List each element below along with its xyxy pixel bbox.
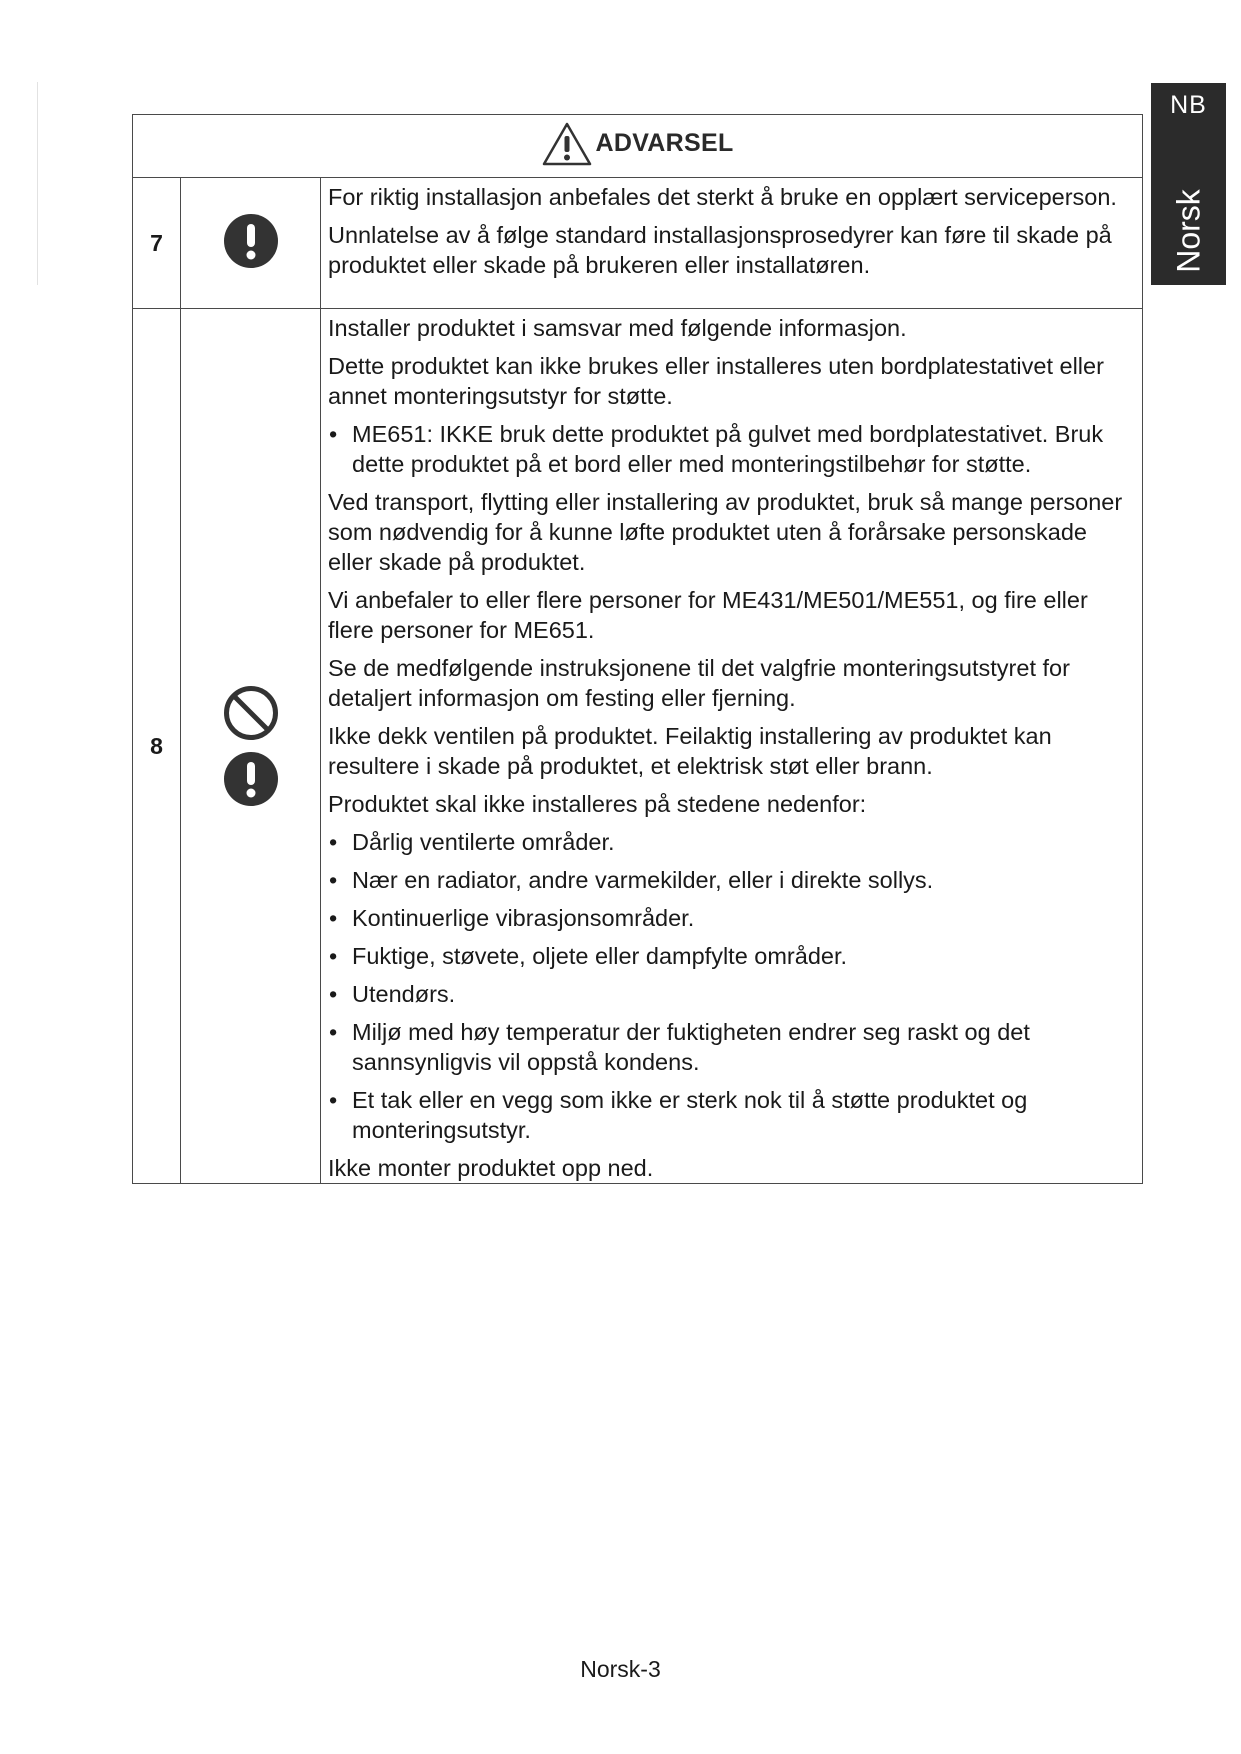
warning-header-row bbox=[133, 115, 1143, 178]
paragraph: Ikke monter produktet opp ned. bbox=[328, 1155, 654, 1181]
paragraph: Vi anbefaler to eller flere personer for ME431/ME501/ME551, og fire eller flere personer for ME651. bbox=[328, 587, 1088, 643]
warning-table bbox=[132, 114, 1143, 1184]
row-text bbox=[321, 178, 1143, 309]
row-icons bbox=[181, 178, 321, 309]
language-side-tab bbox=[1151, 83, 1226, 285]
exclamation-circle-icon bbox=[223, 751, 279, 807]
exclamation-circle-icon bbox=[223, 213, 279, 269]
list-item: • ME651: IKKE bruk dette produktet på gulvet med bordplatestativet. Bruk dette produktet på et bord eller med monteringstilbehør for støtte. bbox=[328, 419, 1130, 479]
paragraph: Ved transport, flytting eller installering av produktet, bruk så mange personer som nødvendig for å kunne løfte produktet uten å forårsake personskade eller skade på produktet. bbox=[328, 489, 1123, 575]
list-item: • Miljø med høy temperatur der fuktigheten endrer seg raskt og det sannsynligvis vil oppstå kondens. bbox=[328, 1017, 1130, 1077]
row-text bbox=[321, 309, 1143, 1184]
warning-header bbox=[133, 115, 1143, 178]
prohibited-icon bbox=[223, 685, 279, 741]
warning-title: ADVARSEL bbox=[595, 129, 734, 157]
list-item: • Fuktige, støvete, oljete eller dampfylte områder. bbox=[328, 941, 1130, 971]
paragraph: Ikke dekk ventilen på produktet. Feilaktig installering av produktet kan resultere i skade på produktet, et elektrisk støt eller brann. bbox=[328, 723, 1052, 779]
list-item: • Et tak eller en vegg som ikke er sterk nok til å støtte produktet og monteringsutstyr. bbox=[328, 1085, 1130, 1145]
row-number: 7 bbox=[133, 178, 181, 309]
page-number: Norsk-3 bbox=[580, 1656, 661, 1682]
list-item: • Utendørs. bbox=[328, 979, 1130, 1009]
language-code: NB bbox=[1170, 91, 1207, 119]
paragraph: Unnlatelse av å følge standard installasjonsprosedyrer kan føre til skade på produktet eller skade på brukeren eller installatøren. bbox=[328, 222, 1112, 278]
paragraph: Produktet skal ikke installeres på stedene nedenfor: bbox=[328, 791, 867, 817]
list-item: • Dårlig ventilerte områder. bbox=[328, 827, 1130, 857]
language-name: Norsk bbox=[1170, 189, 1206, 273]
row-icons bbox=[181, 309, 321, 1184]
warning-triangle-icon bbox=[541, 121, 593, 167]
paragraph: Installer produktet i samsvar med følgende informasjon. bbox=[328, 315, 907, 341]
list-item: • Kontinuerlige vibrasjonsområder. bbox=[328, 903, 1130, 933]
page-margin-line bbox=[37, 82, 38, 285]
paragraph: For riktig installasjon anbefales det sterkt å bruke en opplært serviceperson. bbox=[328, 184, 1117, 210]
paragraph: Se de medfølgende instruksjonene til det valgfrie monteringsutstyret for detaljert informasjon om festing eller fjerning. bbox=[328, 655, 1070, 711]
warning-row-7 bbox=[133, 178, 1143, 309]
warning-row-8 bbox=[133, 309, 1143, 1184]
list-item: • Nær en radiator, andre varmekilder, eller i direkte sollys. bbox=[328, 865, 1130, 895]
row-number: 8 bbox=[133, 309, 181, 1184]
paragraph: Dette produktet kan ikke brukes eller installeres uten bordplatestativet eller annet monteringsutstyr for støtte. bbox=[328, 353, 1104, 409]
